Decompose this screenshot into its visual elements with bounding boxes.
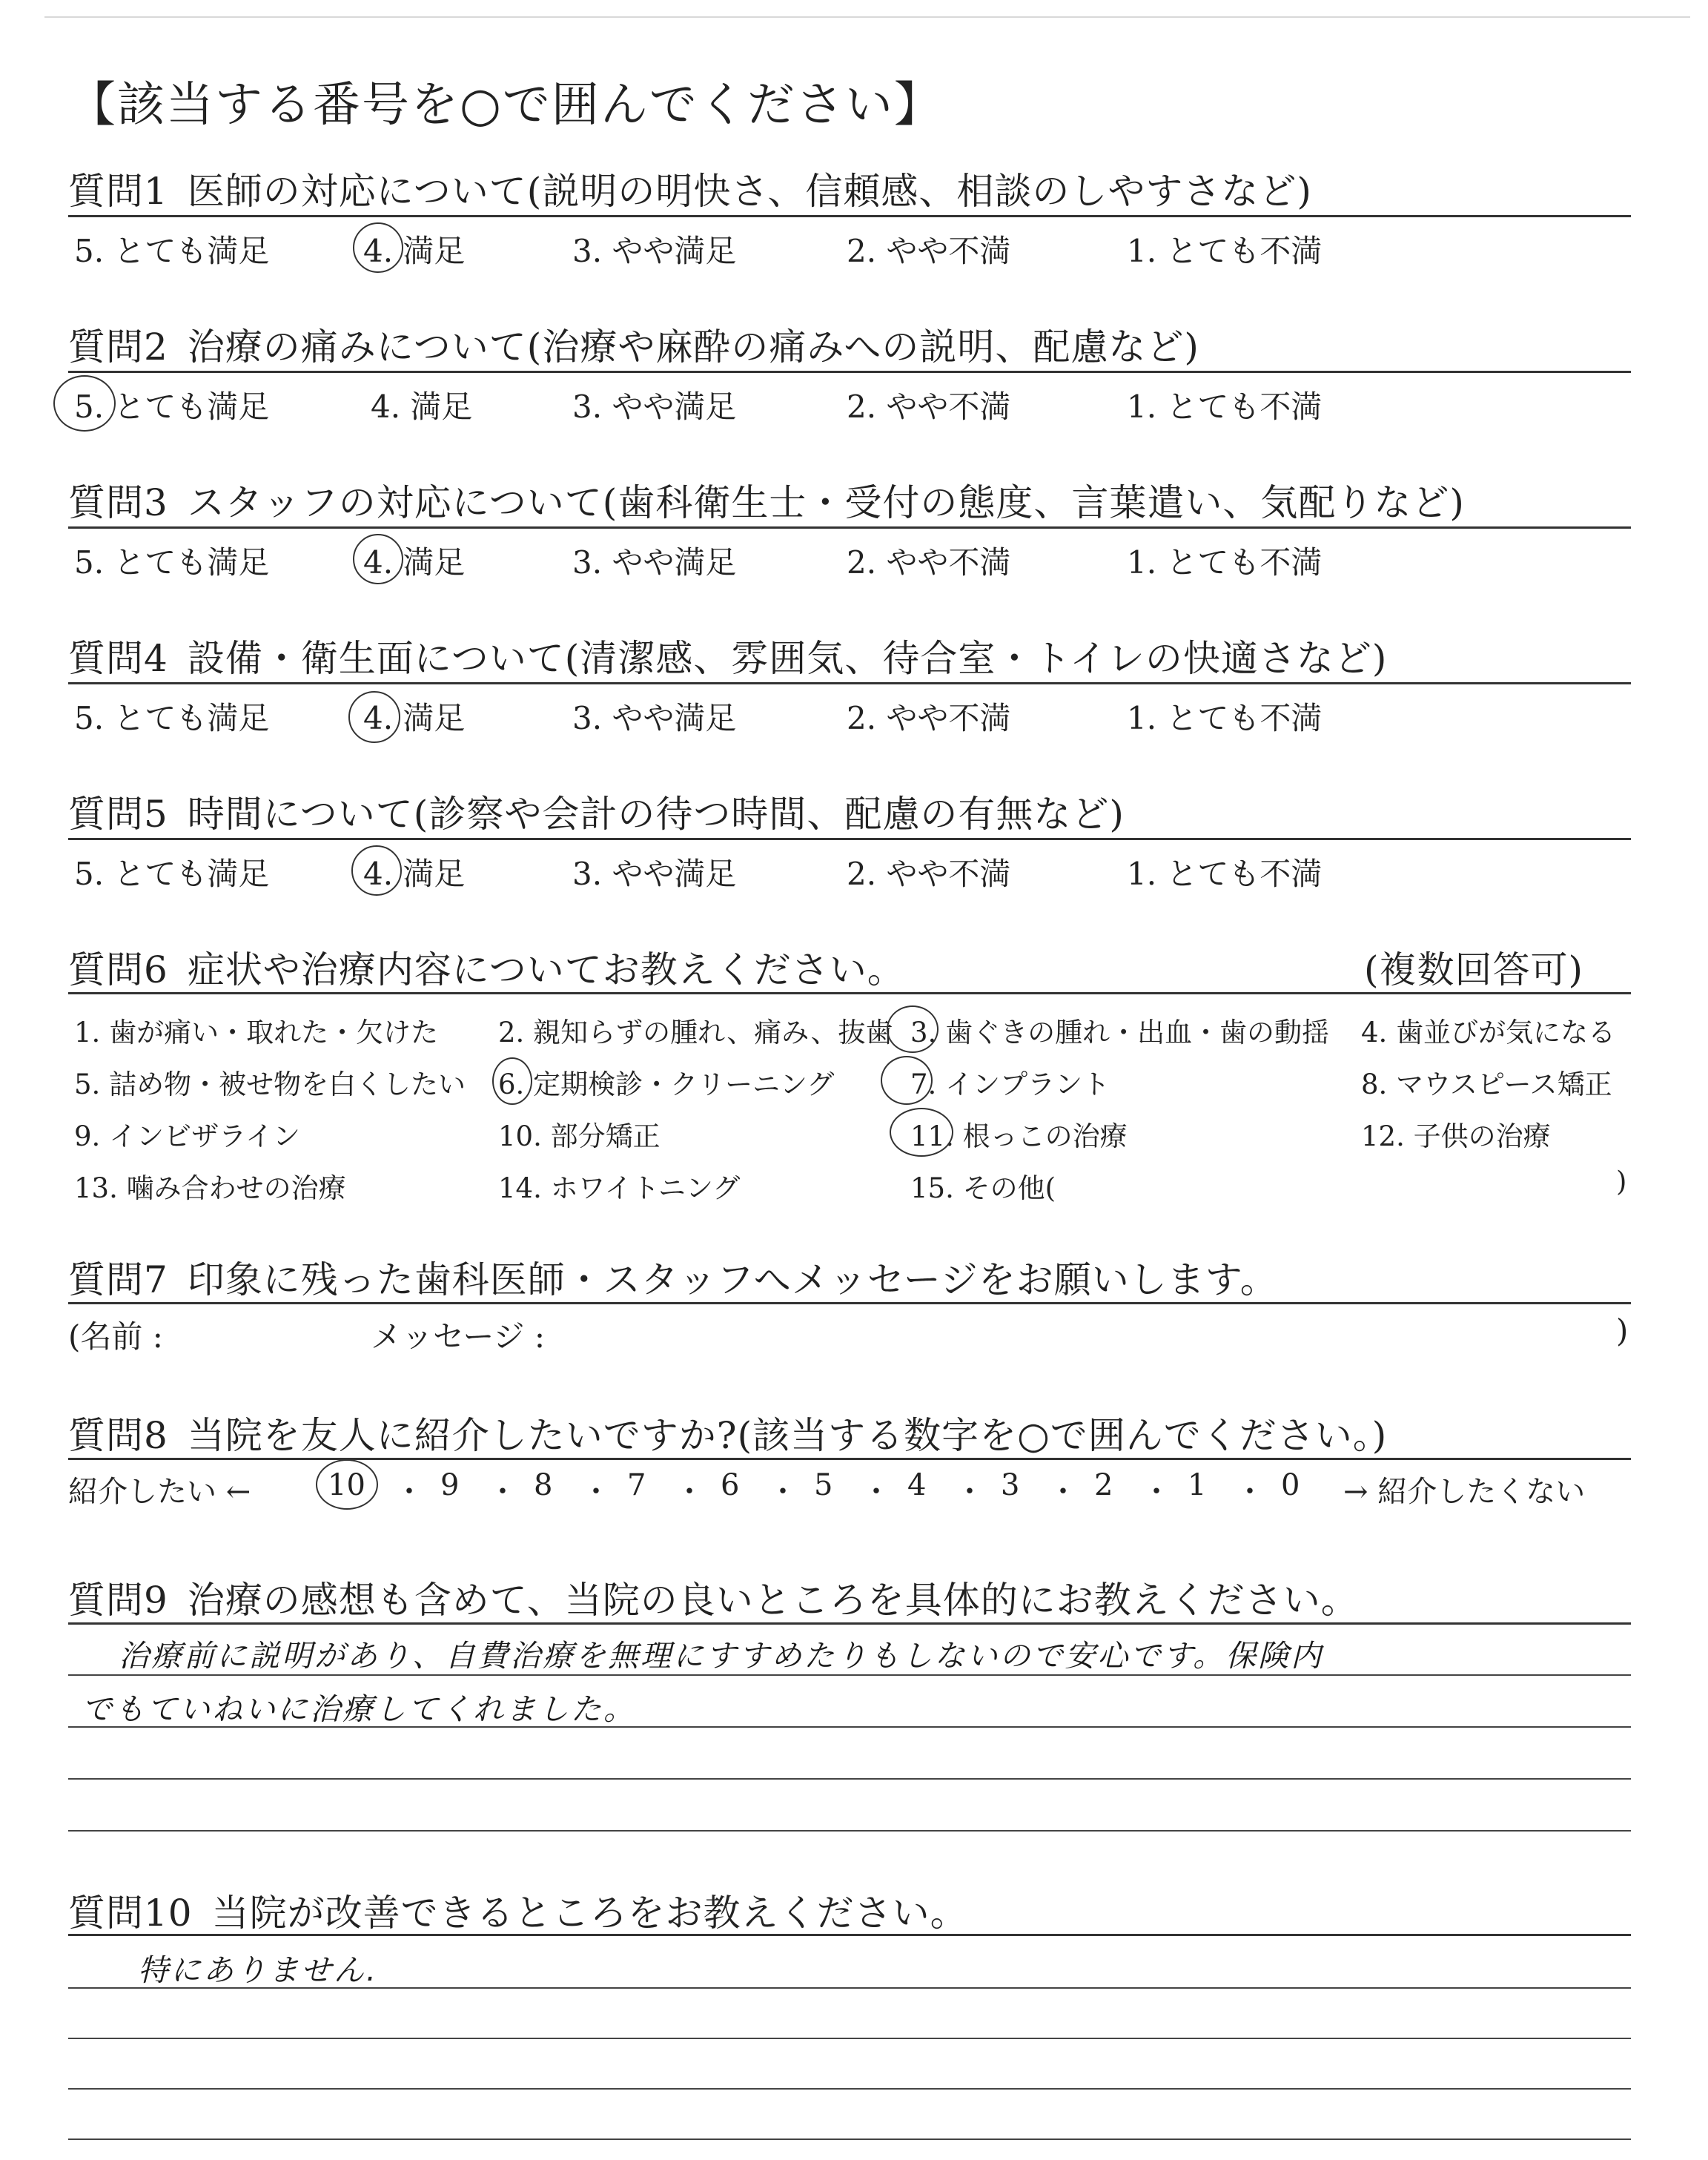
question-number: 質問1 — [68, 170, 168, 213]
question-number: 質問4 — [68, 637, 168, 680]
option-3[interactable]: 3. やや満足 — [572, 700, 737, 736]
question-10-title — [68, 1883, 968, 1937]
answer-line — [68, 2138, 1631, 2140]
question-rule — [68, 1934, 1631, 1936]
q10-answer-line-1[interactable]: 特にありません. — [138, 1952, 379, 1988]
option-1[interactable]: 1. とても不満 — [1127, 233, 1323, 269]
answer-line — [68, 2088, 1631, 2090]
question-rule — [68, 992, 1631, 994]
option-4[interactable]: 4. 満足 — [363, 544, 466, 581]
scale-5[interactable]: 5 — [814, 1468, 833, 1502]
message-label: メッセージ : — [371, 1318, 545, 1355]
selection-circle — [881, 1056, 933, 1105]
question-number: 質問2 — [68, 326, 168, 369]
question-number: 質問3 — [68, 481, 168, 524]
question-2-title — [68, 317, 1199, 371]
question-text: スタッフの対応について(歯科衛生士・受付の態度、言葉遣い、気配りなど) — [187, 481, 1465, 524]
question-text: 印象に残った歯科医師・スタッフへメッセージをお願いします。 — [187, 1258, 1278, 1301]
scale-7[interactable]: 7 — [627, 1468, 646, 1502]
multiple-answers-note: (複数回答可) — [1364, 948, 1584, 991]
question-text: 医師の対応について(説明の明快さ、信頼感、相談のしやすさなど) — [187, 170, 1312, 213]
q6-option-8[interactable]: 8. マウスピース矯正 — [1361, 1069, 1612, 1100]
scale-dot: ・ — [1048, 1475, 1078, 1509]
question-number: 質問9 — [68, 1579, 168, 1622]
selection-circle — [353, 534, 403, 584]
question-rule — [68, 526, 1631, 529]
selection-circle — [353, 222, 403, 273]
question-1-title — [68, 162, 1312, 215]
q6-option-1[interactable]: 1. 歯が痛い・取れた・欠けた — [74, 1017, 439, 1048]
option-2[interactable]: 2. やや不満 — [847, 700, 1011, 736]
page-title: 【該当する番号を○で囲んでください】 — [68, 78, 943, 133]
scale-1[interactable]: 1 — [1188, 1468, 1207, 1502]
question-text: 時間について(診察や会計の待つ時間、配慮の有無など) — [187, 793, 1125, 836]
option-5[interactable]: 5. とても満足 — [74, 700, 270, 736]
message-close: ) — [1616, 1312, 1629, 1349]
option-3[interactable]: 3. やや満足 — [572, 233, 737, 269]
option-2[interactable]: 2. やや不満 — [847, 233, 1011, 269]
selection-circle — [890, 1108, 953, 1157]
option-1[interactable]: 1. とても不満 — [1127, 856, 1323, 892]
question-rule — [68, 1302, 1631, 1304]
answer-line — [68, 1830, 1631, 1832]
option-1[interactable]: 1. とても不満 — [1127, 700, 1323, 736]
scale-dot: ・ — [675, 1475, 704, 1509]
option-5[interactable]: 5. とても満足 — [74, 389, 270, 425]
question-text: 症状や治療内容についてお教えください。 — [187, 948, 905, 991]
option-2[interactable]: 2. やや不満 — [847, 544, 1011, 581]
option-2[interactable]: 2. やや不満 — [847, 389, 1011, 425]
selection-circle — [53, 375, 116, 432]
question-rule — [68, 371, 1631, 373]
answer-line — [68, 1987, 1631, 1989]
q6-option-12[interactable]: 12. 子供の治療 — [1361, 1120, 1551, 1152]
scale-9[interactable]: 9 — [440, 1468, 460, 1502]
question-text: 治療の痛みについて(治療や麻酔の痛みへの説明、配慮など) — [187, 326, 1199, 369]
q6-option-14[interactable]: 14. ホワイトニング — [498, 1172, 741, 1204]
q9-answer-line-1[interactable]: 治療前に説明があり、自費治療を無理にすすめたりもしないので安心です。保険内 — [119, 1638, 1324, 1674]
selection-circle — [492, 1057, 532, 1105]
question-4-title — [68, 629, 1387, 682]
option-2[interactable]: 2. やや不満 — [847, 856, 1011, 892]
scale-10[interactable]: 10 — [328, 1468, 365, 1502]
question-rule — [68, 215, 1631, 217]
scale-dot: ・ — [1235, 1475, 1265, 1509]
q6-option-11[interactable]: 11. 根っこの治療 — [910, 1120, 1128, 1152]
question-number: 質問5 — [68, 793, 168, 836]
q6-option-5[interactable]: 5. 詰め物・被せ物を白くしたい — [74, 1069, 466, 1100]
option-1[interactable]: 1. とても不満 — [1127, 544, 1323, 581]
scale-8[interactable]: 8 — [534, 1468, 553, 1502]
question-8-title — [68, 1406, 1387, 1459]
question-3-title — [68, 473, 1465, 526]
q6-option-6[interactable]: 6. 定期検診・クリーニング — [498, 1069, 835, 1100]
scale-right-label: → 紹介したくない — [1343, 1475, 1586, 1509]
question-5-title — [68, 785, 1125, 838]
question-rule — [68, 1622, 1631, 1625]
scale-dot: ・ — [861, 1475, 891, 1509]
question-text: 当院を友人に紹介したいですか?(該当する数字を○で囲んでください。) — [187, 1414, 1388, 1457]
scale-dot: ・ — [768, 1475, 798, 1509]
scale-4[interactable]: 4 — [907, 1468, 927, 1502]
option-4[interactable]: 4. 満足 — [371, 389, 473, 425]
answer-line — [68, 1674, 1631, 1676]
option-5[interactable]: 5. とても満足 — [74, 544, 270, 581]
selection-circle — [348, 691, 400, 743]
question-rule — [68, 1458, 1631, 1460]
q6-option-13[interactable]: 13. 噛み合わせの治療 — [74, 1172, 346, 1204]
q6-other-close: ) — [1616, 1166, 1627, 1198]
question-number: 質問10 — [68, 1892, 193, 1935]
question-7-title — [68, 1250, 1278, 1304]
option-4[interactable]: 4. 満足 — [363, 856, 466, 892]
option-3[interactable]: 3. やや満足 — [572, 389, 737, 425]
name-label: (名前 : — [68, 1318, 163, 1355]
q6-option-15[interactable]: 15. その他( — [910, 1172, 1056, 1204]
option-3[interactable]: 3. やや満足 — [572, 544, 737, 581]
question-number: 質問6 — [68, 948, 168, 991]
scale-6[interactable]: 6 — [721, 1468, 740, 1502]
question-number: 質問8 — [68, 1414, 168, 1457]
q6-option-3[interactable]: 3. 歯ぐきの腫れ・出血・歯の動揺 — [910, 1017, 1330, 1048]
question-rule — [68, 838, 1631, 840]
question-6-title — [68, 940, 905, 994]
scale-dot: ・ — [581, 1475, 611, 1509]
scale-dot: ・ — [1142, 1475, 1171, 1509]
option-1[interactable]: 1. とても不満 — [1127, 389, 1323, 425]
answer-line — [68, 2038, 1631, 2039]
scale-2[interactable]: 2 — [1094, 1468, 1113, 1502]
scale-0[interactable]: 0 — [1281, 1468, 1300, 1502]
q6-option-7[interactable]: 7. インプラント — [910, 1069, 1110, 1100]
option-4[interactable]: 4. 満足 — [363, 700, 466, 736]
selection-circle — [316, 1459, 378, 1510]
scale-dot: ・ — [394, 1475, 424, 1509]
question-text: 治療の感想も含めて、当院の良いところを具体的にお教えください。 — [187, 1579, 1359, 1622]
option-5[interactable]: 5. とても満足 — [74, 856, 270, 892]
q6-option-2[interactable]: 2. 親知らずの腫れ、痛み、抜歯 — [498, 1017, 893, 1048]
selection-circle — [887, 1005, 939, 1053]
q6-option-10[interactable]: 10. 部分矯正 — [498, 1120, 661, 1152]
question-text: 設備・衛生面について(清潔感、雰囲気、待合室・トイレの快適さなど) — [187, 637, 1388, 680]
q9-answer-line-2[interactable]: でもていねいに治療してくれました。 — [82, 1691, 636, 1727]
scale-dot: ・ — [955, 1475, 984, 1509]
scale-left-label: 紹介したい ← — [68, 1475, 251, 1509]
scale-dot: ・ — [488, 1475, 517, 1509]
answer-line — [68, 1726, 1631, 1728]
question-number: 質問7 — [68, 1258, 168, 1301]
scale-3[interactable]: 3 — [1001, 1468, 1020, 1502]
question-rule — [68, 682, 1631, 684]
q6-option-9[interactable]: 9. インビザライン — [74, 1120, 300, 1152]
q6-option-4[interactable]: 4. 歯並びが気になる — [1361, 1017, 1616, 1048]
option-4[interactable]: 4. 満足 — [363, 233, 466, 269]
top-border — [44, 16, 1690, 18]
option-5[interactable]: 5. とても満足 — [74, 233, 270, 269]
option-3[interactable]: 3. やや満足 — [572, 856, 737, 892]
selection-circle — [351, 845, 402, 896]
question-text: 当院が改善できるところをお教えください。 — [211, 1892, 968, 1935]
question-9-title — [68, 1571, 1359, 1624]
answer-line — [68, 1778, 1631, 1780]
